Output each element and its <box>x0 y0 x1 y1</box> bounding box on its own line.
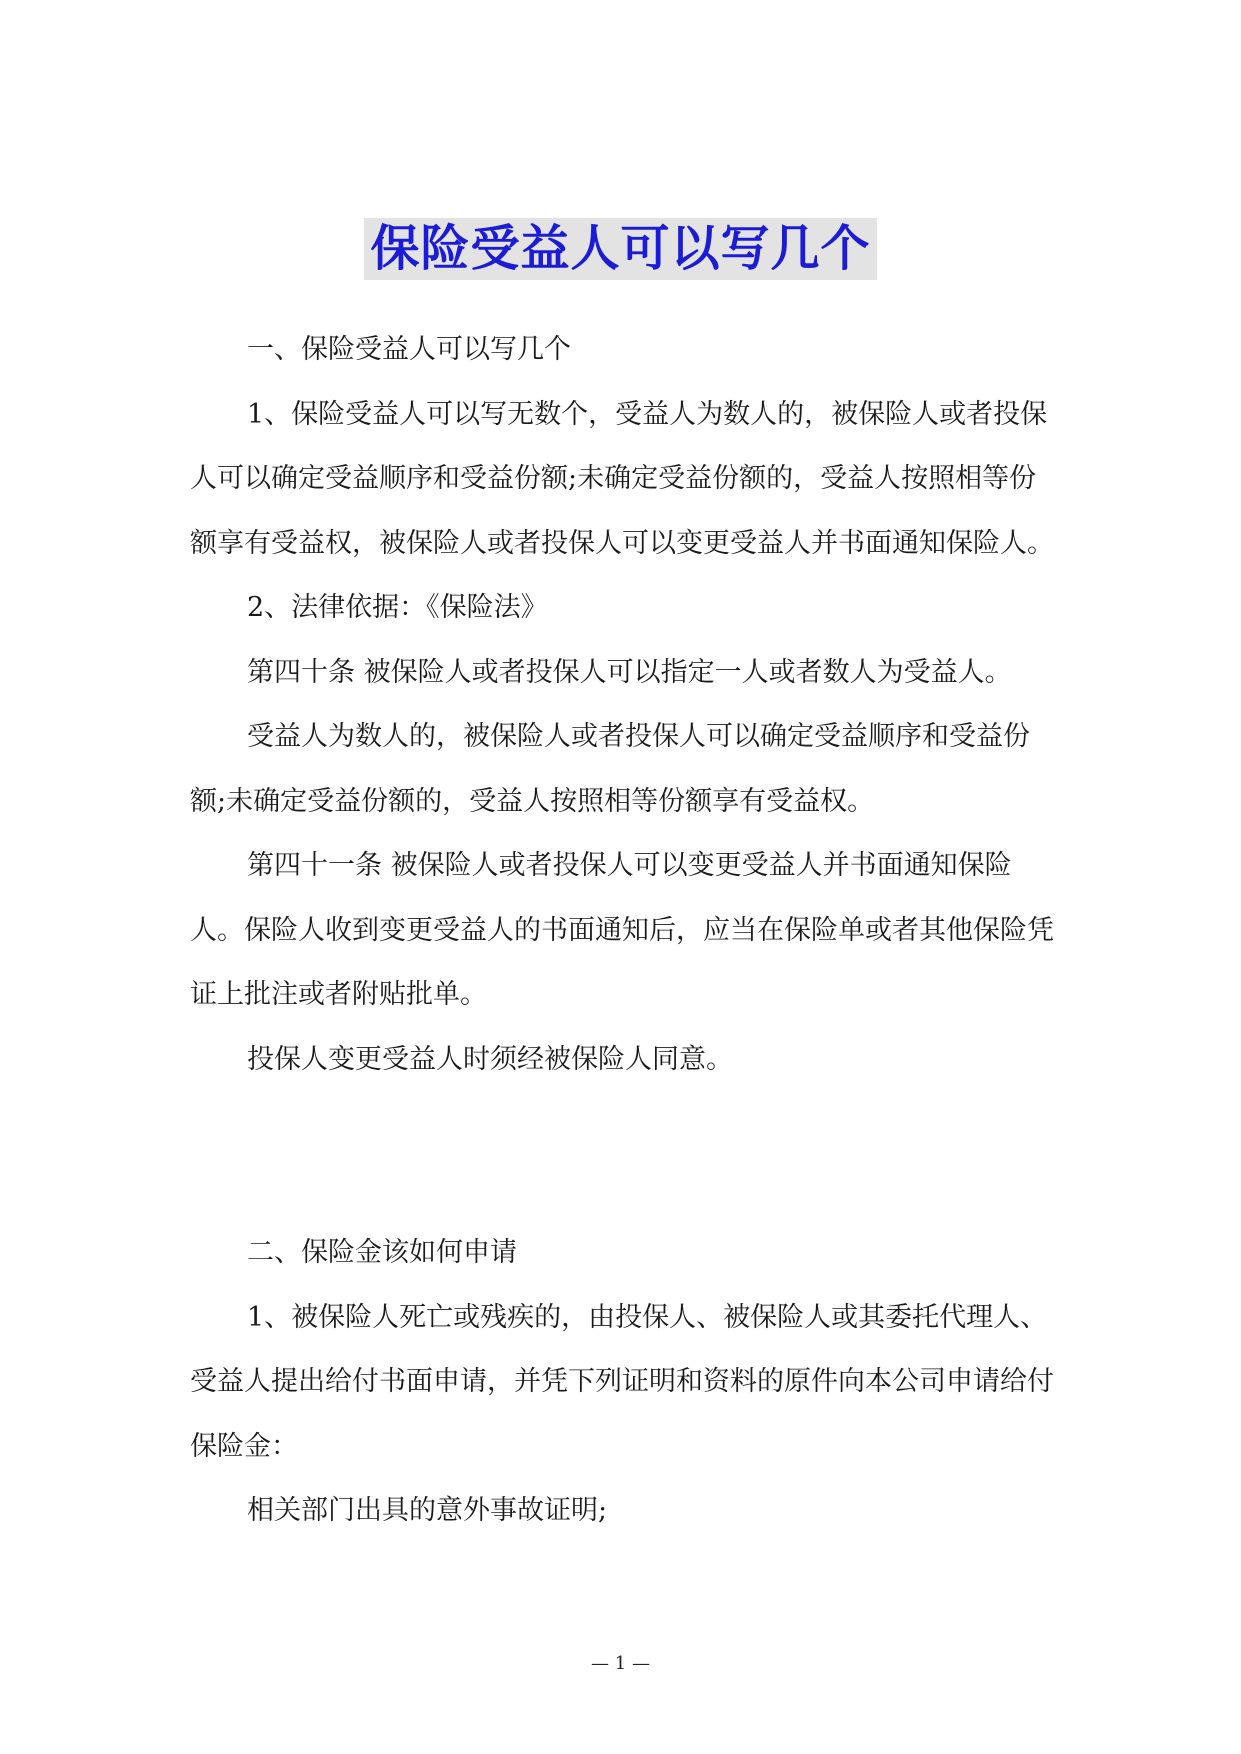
paragraph: 第四十条 被保险人或者投保人可以指定一人或者数人为受益人。 <box>247 656 1012 688</box>
document-body <box>190 318 1060 1544</box>
paragraph: 1、保险受益人可以写无数个，受益人为数人的，被保险人或者投保人可以确定受益顺序和受益份额;未确定受益份额的，受益人按照相等份额享有受益权，被保险人或者投保人可以变更受益人并书面通知保险人。 <box>190 398 1054 559</box>
paragraph: 投保人变更受益人时须经被保险人同意。 <box>247 1043 733 1075</box>
paragraph: 1、被保险人死亡或残疾的，由投保人、被保险人或其委托代理人、受益人提出给付书面申请，并凭下列证明和资料的原件向本公司申请给付保险金： <box>190 1301 1054 1462</box>
section-heading-2: 二、保险金该如何申请 <box>247 1237 517 1268</box>
paragraph: 第四十一条 被保险人或者投保人可以变更受益人并书面通知保险人。保险人收到变更受益人的书面通知后，应当在保险单或者其他保险凭证上批注或者附贴批单。 <box>190 850 1054 1010</box>
page-number: — 1 — <box>591 1653 650 1674</box>
paragraph: 2、法律依据：《保险法》 <box>247 592 548 623</box>
paragraph: 受益人为数人的，被保险人或者投保人可以确定受益顺序和受益份额;未确定受益份额的，受益人按照相等份额享有受益权。 <box>190 721 1030 817</box>
section-spacer <box>190 1092 1060 1221</box>
title-container <box>0 218 1241 280</box>
document-title: 保险受益人可以写几个 <box>364 218 876 280</box>
paragraph: 相关部门出具的意外事故证明; <box>247 1495 608 1526</box>
section-heading-1: 一、保险受益人可以写几个 <box>247 334 571 365</box>
